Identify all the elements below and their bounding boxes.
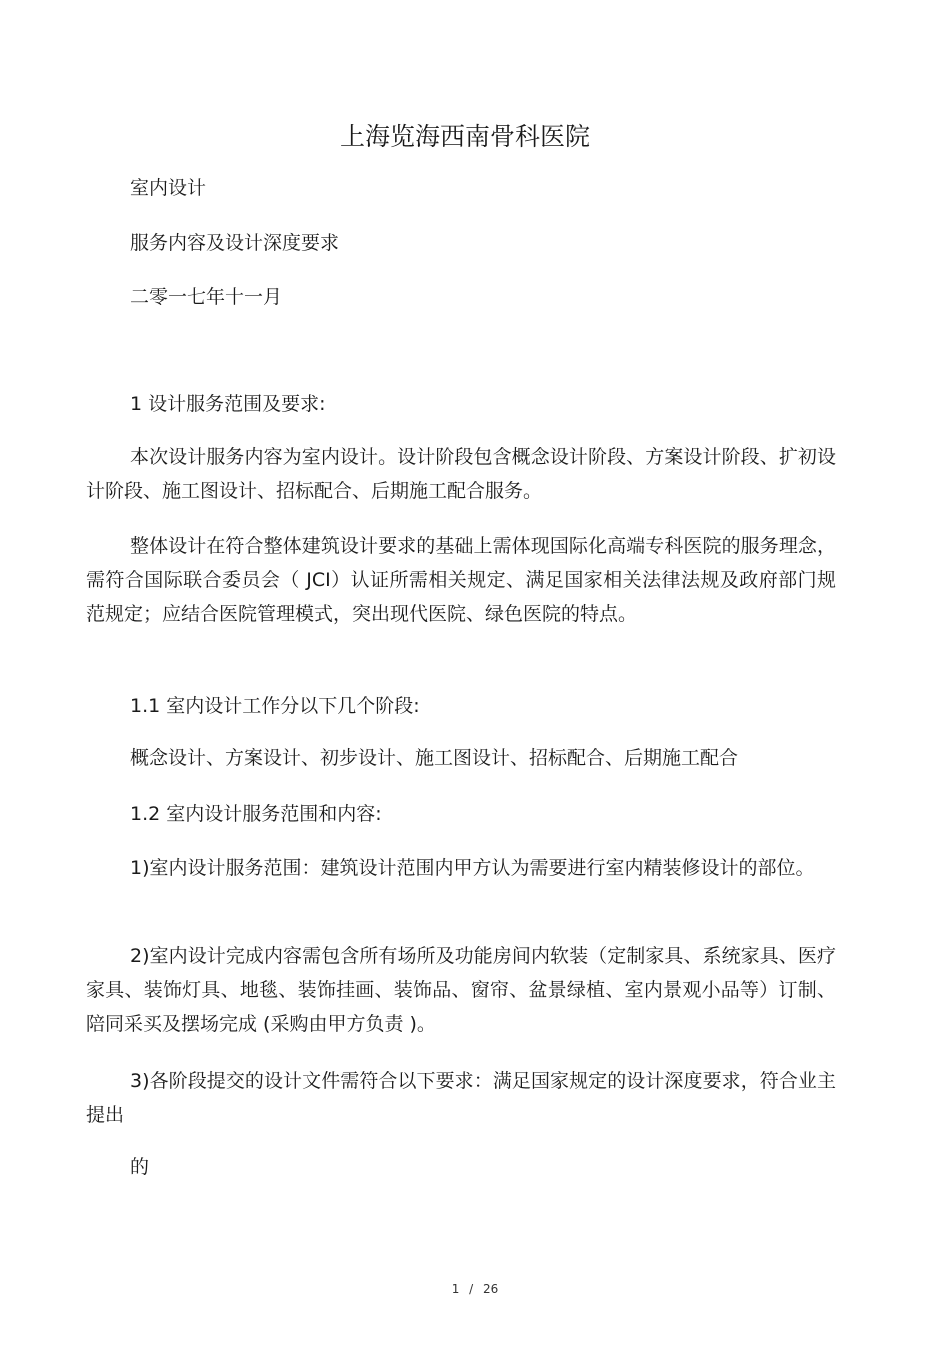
section-1-2-heading: 1.2 室内设计服务范围和内容: <box>130 803 382 825</box>
page-separator: / <box>469 1282 474 1296</box>
page-total: 26 <box>483 1282 499 1296</box>
page-current: 1 <box>451 1282 460 1296</box>
document-date: 二零一七年十一月 <box>130 286 283 308</box>
list-item-1: 1)室内设计服务范围：建筑设计范围内甲方认为需要进行室内精装修设计的部位。 <box>130 857 815 879</box>
section-1-1-body: 概念设计、方案设计、初步设计、施工图设计、招标配合、后期施工配合 <box>130 747 739 769</box>
section-1-heading: 1 设计服务范围及要求: <box>130 393 326 415</box>
list-item-2: 2)室内设计完成内容需包含所有场所及功能房间内软装（定制家具、系统家具、医疗家具、装饰灯具、地毯、装饰挂画、装饰品、窗帘、盆景绿植、室内景观小品等）订制、陪同采买及摆场完成 (采购由甲方负责 )。 <box>86 945 836 1035</box>
paragraph-2: 整体设计在符合整体建筑设计要求的基础上需体现国际化高端专科医院的服务理念，需符合国际联合委员会（ JCI）认证所需相关规定、满足国家相关法律法规及政府部门规范规定；应结合医院管理模式，突出现代医院、绿色医院的特点。 <box>86 535 836 625</box>
document-title: 上海览海西南骨科医院 <box>339 122 590 151</box>
page-number <box>0 1281 950 1297</box>
trailing-text: 的 <box>130 1156 150 1178</box>
section-1-1-heading: 1.1 室内设计工作分以下几个阶段: <box>130 695 420 717</box>
subtitle-service-content: 服务内容及设计深度要求 <box>130 232 340 254</box>
paragraph-1: 本次设计服务内容为室内设计。设计阶段包含概念设计阶段、方案设计阶段、扩初设计阶段、施工图设计、招标配合、后期施工配合服务。 <box>86 446 836 502</box>
subtitle-interior-design: 室内设计 <box>130 177 207 199</box>
list-item-3: 3)各阶段提交的设计文件需符合以下要求：满足国家规定的设计深度要求，符合业主提出 <box>86 1070 836 1126</box>
